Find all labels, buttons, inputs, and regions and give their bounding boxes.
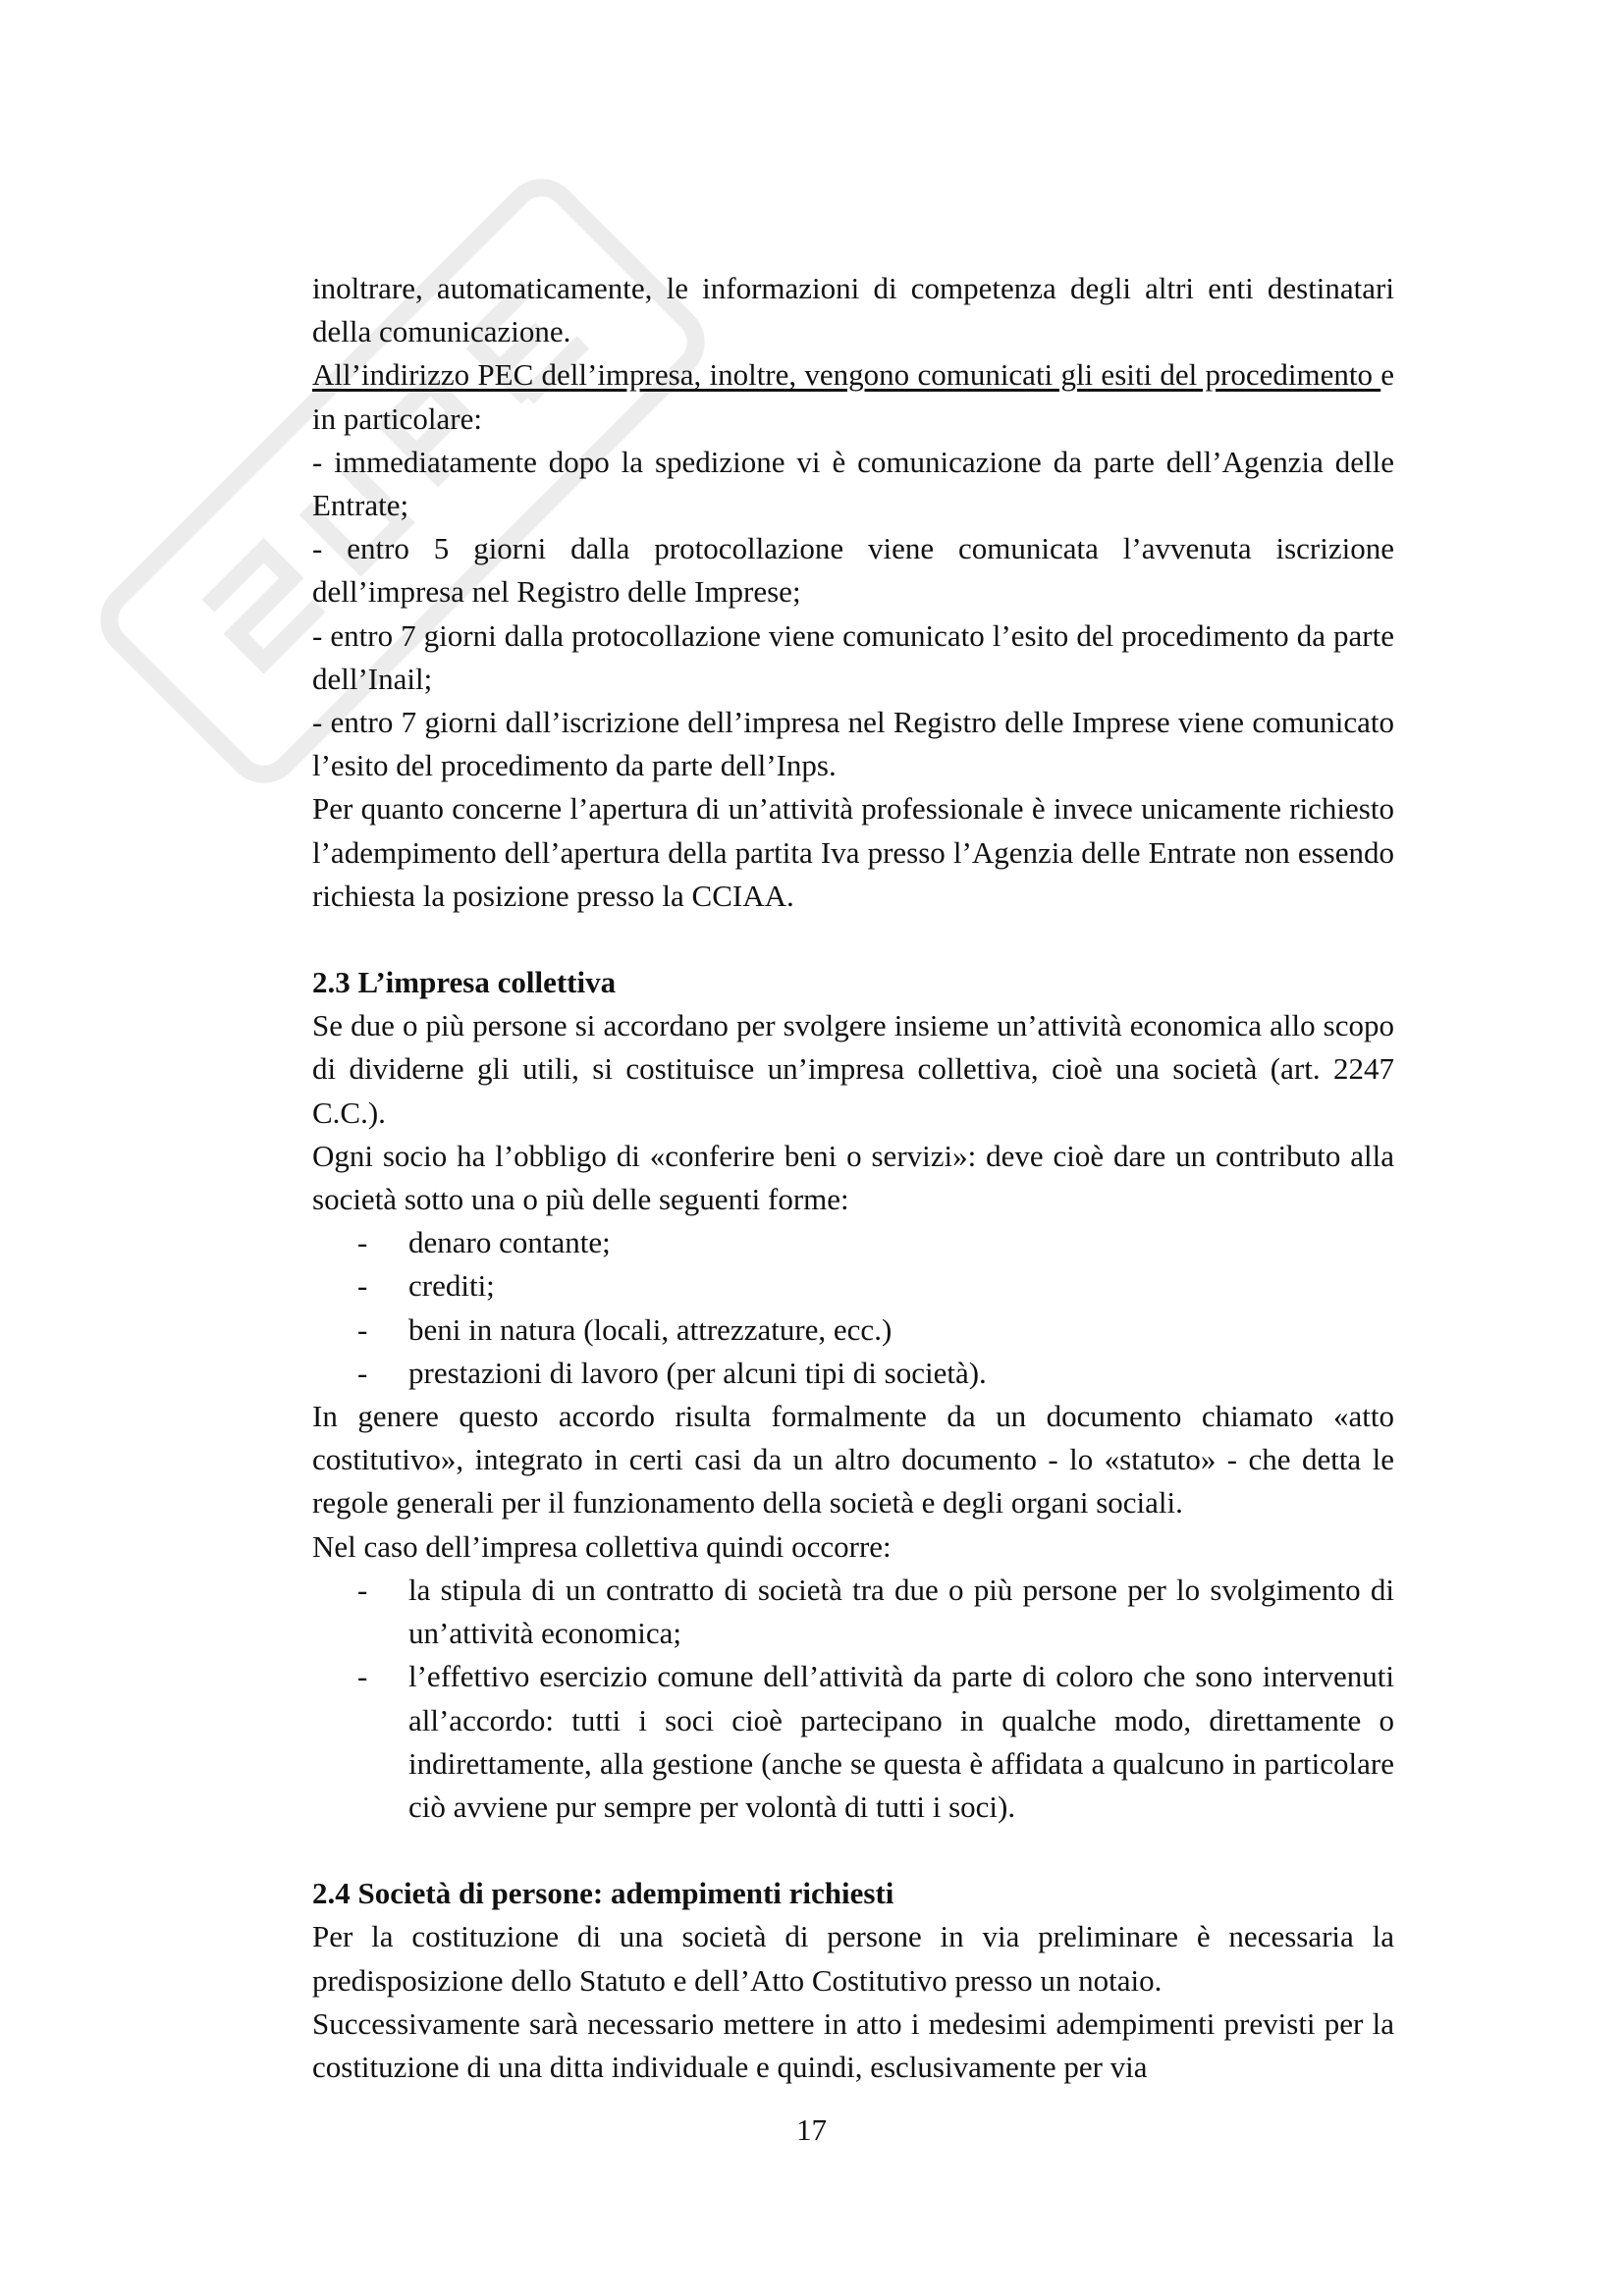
outcome-line-1: - immediatamente dopo la spedizione vi è comunicazione da parte dell’Agenzia delle Entrate; <box>312 444 1394 523</box>
intro-paragraph-2-rest: e in particolare: <box>312 357 1394 436</box>
list-marker: - <box>357 1268 368 1304</box>
intro-paragraph-3: Per quanto concerne l’apertura di un’attività professionale è invece unicamente richiesto l’adempimento dell’apertura della partita Iva presso l’Agenzia delle Entrate non essendo richiesta la posizione presso la CCIAA. <box>312 791 1394 913</box>
page-number: 17 <box>796 2112 827 2147</box>
intro-paragraph-2 <box>312 353 1394 440</box>
section-2-4-paragraph-2: Successivamente sarà necessario mettere in atto i medesimi adempimenti previsti per la costituzione di una ditta individuale e quindi, esclusivamente per via <box>312 2005 1394 2084</box>
list-item: - beni in natura (locali, attrezzature, ecc.) <box>312 1308 1394 1352</box>
section-2-3-paragraph-4: Nel caso dell’impresa collettiva quindi occorre: <box>312 1528 892 1564</box>
list-item: - denaro contante; <box>312 1221 1394 1264</box>
page-body <box>312 267 1394 2089</box>
list-marker: - <box>357 1355 368 1390</box>
requirements-list <box>312 1569 1394 1829</box>
list-item: - l’effettivo esercizio comune dell’attività da parte di coloro che sono intervenuti all’accordo: tutti i soci cioè partecipano in qualche modo, direttamente o indirettamente, alla gestione (anche se questa è affidata a qualcuno in particolare ciò avviene pur sempre per volontà di tutti i soci). <box>312 1655 1394 1829</box>
underlined-text: All’indirizzo PEC dell’impresa, inoltre, vengono comunicati gli esiti del procedimento <box>312 357 1381 393</box>
list-marker: - <box>357 1572 368 1607</box>
spacer <box>312 918 1394 961</box>
list-marker: - <box>357 1225 368 1260</box>
list-item: - prestazioni di lavoro (per alcuni tipi di società). <box>312 1352 1394 1395</box>
section-2-3-paragraph-1: Se due o più persone si accordano per svolgere insieme un’attività economica allo scopo di dividerne gli utili, si costituisce un’impresa collettiva, cioè una società (art. 2247 C.C.). <box>312 1008 1394 1130</box>
outcome-line-3: - entro 7 giorni dalla protocollazione viene comunicato l’esito del procedimento da parte dell’Inail; <box>312 617 1394 696</box>
list-marker: - <box>357 1659 368 1694</box>
intro-paragraph-1: inoltrare, automaticamente, le informazioni di competenza degli altri enti destinatari della comunicazione. <box>312 271 1394 349</box>
outcome-line-2: - entro 5 giorni dalla protocollazione viene comunicata l’avvenuta iscrizione dell’impresa nel Registro delle Imprese; <box>312 531 1394 610</box>
spacer <box>312 1829 1394 1872</box>
list-item: - la stipula di un contratto di società tra due o più persone per lo svolgimento di un’attività economica; <box>312 1569 1394 1655</box>
list-marker: - <box>357 1311 368 1347</box>
section-2-4-paragraph-1: Per la costituzione di una società di persone in via preliminare è necessaria la predisposizione dello Statuto e dell’Atto Costitutivo presso un notaio. <box>312 1919 1394 1998</box>
outcome-line-4: - entro 7 giorni dall’iscrizione dell’impresa nel Registro delle Imprese viene comunicato l’esito del procedimento da parte dell’Inps. <box>312 705 1394 783</box>
section-2-3-paragraph-2: Ogni socio ha l’obbligo di «conferire beni o servizi»: deve cioè dare un contributo alla società sotto una o più delle seguenti forme: <box>312 1138 1394 1217</box>
section-2-3-paragraph-3: In genere questo accordo risulta formalmente da un documento chiamato «atto costitutivo», integrato in certi casi da un altro documento - lo «statuto» - che detta le regole generali per il funzionamento della società e degli organi sociali. <box>312 1399 1394 1521</box>
contribution-forms-list <box>312 1221 1394 1395</box>
section-heading-2-4: 2.4 Società di persone: adempimenti richiesti <box>312 1876 894 1911</box>
section-heading-2-3: 2.3 L’impresa collettiva <box>312 965 617 1000</box>
list-item: - crediti; <box>312 1264 1394 1308</box>
